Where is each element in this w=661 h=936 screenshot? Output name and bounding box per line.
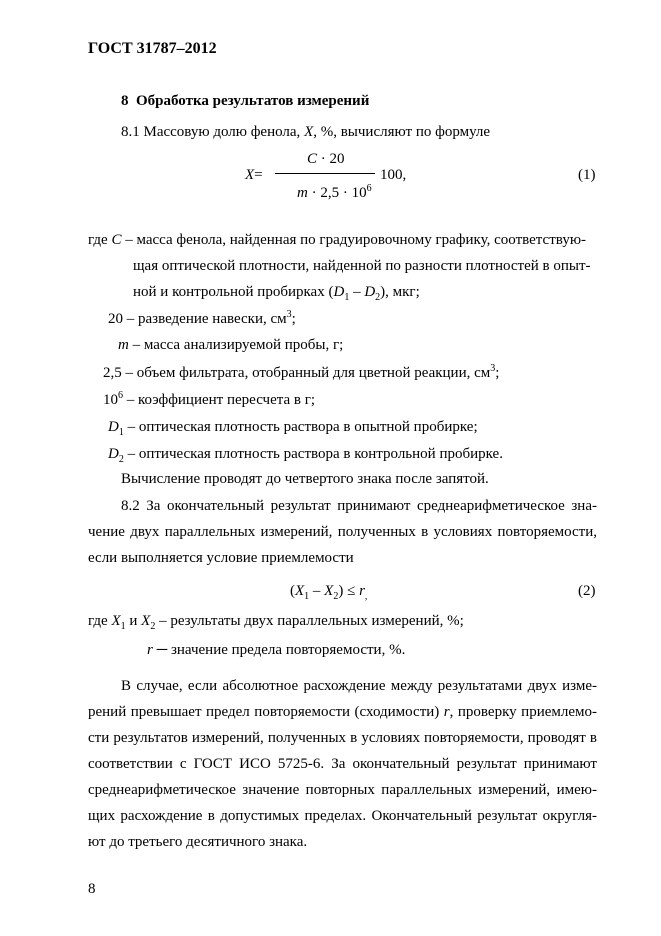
formula-1-fraction-line: [275, 173, 375, 174]
paragraph-8-2-line3: если выполняется условие приемлемости: [88, 550, 354, 566]
paragraph-8-1: 8.1 Массовую долю фенола, X, %, вычисляют по формуле: [121, 124, 491, 140]
calculation-note: Вычисление проводят до четвертого знака после запятой.: [121, 471, 489, 487]
definition-2-5: 2,5 – объем фильтрата, отобранный для цветной реакции, $см^3$;: [103, 363, 500, 381]
definition-m: m – масса анализируемой пробы, г;: [118, 337, 344, 353]
final-line2: рений превышает предел повторяемости (сходимости) r, проверку приемлемо-: [88, 704, 597, 720]
final-line4: соответствии с ГОСТ ИСО 5725-6. За окончательный результат принимают: [88, 756, 597, 772]
definition-c: где C – масса фенола, найденная по градуировочному графику, соответствую-: [88, 232, 587, 248]
formula-2-label: (2): [578, 583, 596, 599]
final-line6: щих расхождение в допустимых пределах. Окончательный результат округля-: [88, 808, 597, 824]
final-line1: В случае, если абсолютное расхождение между результатами двух изме-: [121, 678, 597, 694]
formula-1-label: (1): [578, 167, 596, 183]
paragraph-8-2-line2: чение двух параллельных измерений, полученных в условиях повторяемости,: [88, 524, 597, 540]
final-line7: ют до третьего десятичного знака.: [88, 834, 308, 850]
formula-2-expression: $(X_1 - X_2) \le r_,$: [290, 583, 368, 602]
final-line5: среднеарифметическое значение повторных параллельных измерений, имею-: [88, 782, 597, 798]
section-heading: [121, 92, 369, 110]
formula-1-rhs: 100,: [380, 167, 407, 183]
definition-20: 20 – разведение навески, $см^3$;: [108, 309, 296, 327]
definition-10-6: $10^6$ – коэффициент пересчета в г;: [103, 390, 316, 408]
formula-1-denominator: $m \cdot 2,5 \cdot 10^6$: [297, 183, 372, 201]
definition-c-line3: ной и контрольной пробирках $(D_1 - D_2)$, мкг;: [133, 284, 420, 303]
definition-d2: $D_2$ – оптическая плотность раствора в контрольной пробирке.: [108, 446, 503, 465]
document-header: ГОСТ 31787–2012: [88, 40, 217, 57]
formula-1-lhs: X=: [245, 167, 263, 183]
definition-d1: $D_1$ – оптическая плотность раствора в опытной пробирке;: [108, 419, 478, 438]
paragraph-8-2-line1: 8.2 За окончательный результат принимают среднеарифметическое зна-: [121, 498, 597, 514]
final-line3: сти результатов измерений, полученных в условиях повторяемости, проводят в: [88, 730, 597, 746]
definition-x1-x2: где $X_1$ и $X_2$ – результаты двух параллельных измерений, %;: [88, 613, 464, 632]
definition-r: r ─ значение предела повторяемости, %.: [147, 642, 406, 658]
section-number: 8: [121, 93, 129, 109]
formula-1-numerator: C · 20: [307, 151, 345, 167]
definition-c-line2: щая оптической плотности, найденной по разности плотностей в опыт-: [133, 258, 591, 274]
page-number: 8: [88, 881, 96, 897]
section-title: Обработка результатов измерений: [136, 93, 370, 109]
